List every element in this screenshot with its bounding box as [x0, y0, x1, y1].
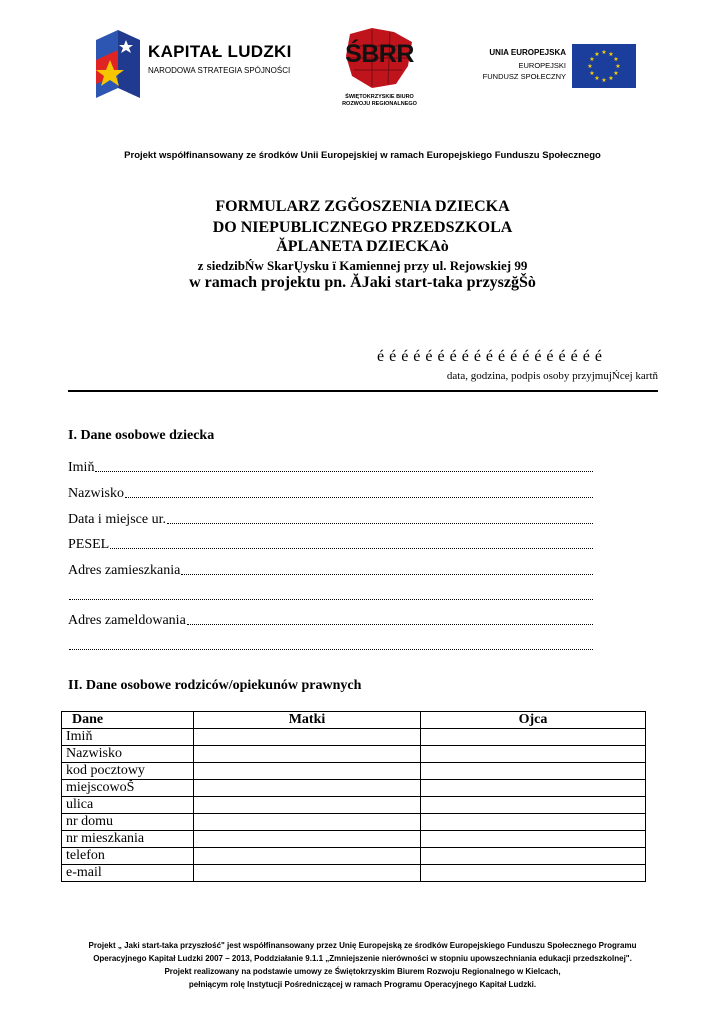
svg-text:★: ★	[608, 75, 614, 82]
mother-cell[interactable]	[194, 729, 421, 746]
svg-text:★: ★	[613, 56, 619, 63]
dotted-fill-line	[69, 649, 593, 650]
child-registered-address-continued-field[interactable]	[68, 636, 593, 654]
mother-cell[interactable]	[194, 848, 421, 865]
kapital-ludzki-title: KAPITAŁ LUDZKI	[148, 42, 292, 61]
svg-text:★: ★	[601, 77, 607, 84]
form-title-line3: ĂPLANETA DZIECKAò	[276, 238, 449, 255]
mother-cell[interactable]	[194, 831, 421, 848]
father-cell[interactable]	[421, 814, 646, 831]
dotted-fill-line	[125, 497, 593, 498]
child-pesel-field[interactable]	[68, 535, 593, 553]
field-label: Nazwisko	[68, 486, 124, 501]
column-header-dane: Dane	[62, 712, 194, 729]
table-row	[62, 865, 646, 882]
table-header-row	[62, 712, 646, 729]
child-registered-address-field[interactable]	[68, 611, 593, 629]
eu-flag-icon	[572, 44, 636, 88]
svg-text:★: ★	[587, 63, 593, 70]
father-cell[interactable]	[421, 865, 646, 882]
svg-text:★: ★	[608, 51, 614, 58]
section2-heading: II. Dane osobowe rodziców/opiekunów prawnych	[68, 678, 362, 693]
svg-text:★: ★	[594, 75, 600, 82]
row-label: ulica	[62, 797, 194, 814]
father-cell[interactable]	[421, 729, 646, 746]
footer-line1: Projekt „ Jaki start-taka przyszłość" jest współfinansowany przez Unię Europejską ze środków Europejskiego Funduszu Społecznego Programu	[88, 941, 637, 950]
table-row	[62, 831, 646, 848]
child-residence-address-continued-field[interactable]	[68, 586, 593, 604]
eu-logo	[474, 44, 636, 90]
eu-label-line1: UNIA EUROPEJSKA	[489, 48, 566, 57]
footer-line4: pełniącym rolę Instytucji Pośredniczącej w ramach Programu Operacyjnego Kapitał Ludzki.	[188, 980, 537, 989]
eu-stars-icon	[572, 44, 636, 88]
father-cell[interactable]	[421, 763, 646, 780]
row-label: nr mieszkania	[62, 831, 194, 848]
signature-dots: é é é é é é é é é é é é é é é é é é é	[377, 348, 603, 365]
row-label: miejscowoŠ	[62, 780, 194, 797]
father-cell[interactable]	[421, 780, 646, 797]
svg-text:★: ★	[601, 49, 607, 56]
form-address: z siedzibŃw SkarŲysku ï Kamiennej przy ul. Rejowskiej 99	[197, 258, 528, 273]
field-label: Data i miejsce ur.	[68, 512, 166, 527]
mother-cell[interactable]	[194, 797, 421, 814]
footer-line2: Operacyjnego Kapitał Ludzki 2007 – 2013, Poddziałanie 9.1.1 „Zmniejszenie nierówności w stopniu upowszechniania edukacji przedszkolnej".	[93, 954, 632, 963]
svg-text:★: ★	[594, 51, 600, 58]
form-title-line1: FORMULARZ ZGĞOSZENIA DZIECKA	[215, 198, 510, 215]
dotted-fill-line	[95, 471, 593, 472]
cofinance-note: Projekt współfinansowany ze środków Unii Europejskiej w ramach Europejskiego Funduszu Społecznego	[124, 150, 601, 161]
kapital-ludzki-subtitle: NARODOWA STRATEGIA SPÓJNOŚCI	[148, 66, 291, 75]
dotted-fill-line	[69, 599, 593, 600]
table-row	[62, 797, 646, 814]
dotted-fill-line	[181, 574, 593, 575]
signature-caption: data, godzina, podpis osoby przyjmujŃcej kartň	[446, 370, 658, 382]
sbrr-subtitle	[332, 94, 427, 108]
kapital-ludzki-logo	[96, 30, 296, 100]
row-label: kod pocztowy	[62, 763, 194, 780]
dotted-fill-line	[187, 624, 593, 625]
dotted-fill-line	[110, 548, 593, 549]
table-row	[62, 729, 646, 746]
sbrr-subtitle-line2: ROZWOJU REGIONALNEGO	[342, 101, 417, 107]
field-label: Adres zameldowania	[68, 613, 186, 628]
sbrr-wordmark: ŚBRR	[345, 40, 414, 68]
sbrr-subtitle-line1: ŚWIĘTOKRZYSKIE BIURO	[345, 94, 414, 100]
mother-cell[interactable]	[194, 865, 421, 882]
column-header-matki: Matki	[194, 712, 421, 729]
table-row	[62, 780, 646, 797]
svg-text:★: ★	[589, 70, 595, 77]
dotted-fill-line	[167, 523, 593, 524]
father-cell[interactable]	[421, 746, 646, 763]
svg-text:★: ★	[613, 70, 619, 77]
section1-heading: I. Dane osobowe dziecka	[68, 428, 215, 443]
svg-text:★: ★	[615, 63, 621, 70]
row-label: telefon	[62, 848, 194, 865]
table-row	[62, 763, 646, 780]
divider-line	[68, 390, 658, 392]
child-birth-field[interactable]	[68, 510, 593, 528]
table-row	[62, 746, 646, 763]
field-label: Imiň	[68, 460, 95, 475]
form-title-line2: DO NIEPUBLICZNEGO PRZEDSZKOLA	[212, 219, 513, 236]
child-first-name-field[interactable]	[68, 458, 593, 476]
footer-line3: Projekt realizowany na podstawie umowy ze Świętokrzyskim Biurem Rozwoju Regionalnego w Kielcach,	[164, 967, 561, 976]
kapital-ludzki-emblem-icon	[96, 30, 140, 98]
eu-label-line3: FUNDUSZ SPOŁECZNY	[482, 72, 566, 81]
father-cell[interactable]	[421, 797, 646, 814]
mother-cell[interactable]	[194, 780, 421, 797]
child-last-name-field[interactable]	[68, 484, 593, 502]
row-label: Imiň	[62, 729, 194, 746]
father-cell[interactable]	[421, 848, 646, 865]
table-row	[62, 814, 646, 831]
mother-cell[interactable]	[194, 814, 421, 831]
column-header-ojca: Ojca	[421, 712, 646, 729]
mother-cell[interactable]	[194, 746, 421, 763]
row-label: nr domu	[62, 814, 194, 831]
table-row	[62, 848, 646, 865]
svg-text:★: ★	[589, 56, 595, 63]
parents-table	[61, 711, 646, 882]
field-label: PESEL	[68, 537, 110, 552]
father-cell[interactable]	[421, 831, 646, 848]
mother-cell[interactable]	[194, 763, 421, 780]
row-label: Nazwisko	[62, 746, 194, 763]
sbrr-logo	[332, 26, 427, 106]
row-label: e-mail	[62, 865, 194, 882]
child-residence-address-field[interactable]	[68, 561, 593, 579]
field-label: Adres zamieszkania	[68, 563, 181, 578]
form-project-name: w ramach projektu pn. ĂJaki start-taka przyszğŠò	[189, 274, 536, 291]
eu-label-line2: EUROPEJSKI	[518, 61, 566, 70]
